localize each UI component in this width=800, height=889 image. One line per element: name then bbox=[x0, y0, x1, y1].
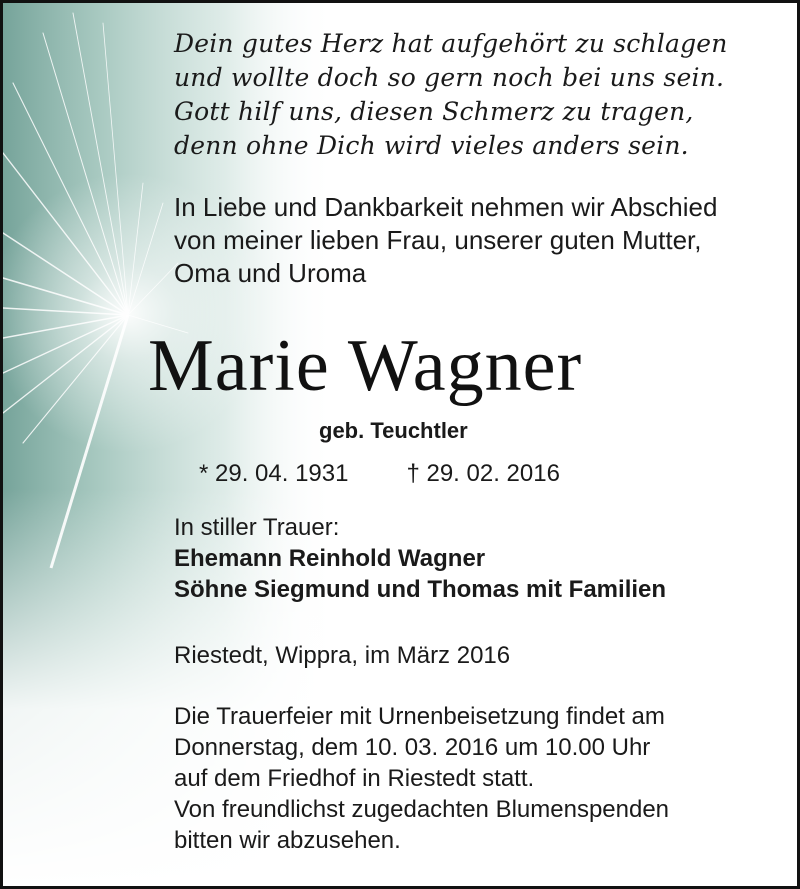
intro-line: von meiner lieben Frau, unserer guten Mutter, bbox=[174, 225, 702, 255]
funeral-line: Von freundlichst zugedachten Blumenspenden bbox=[174, 796, 670, 823]
intro-line: In Liebe und Dankbarkeit nehmen wir Abschied bbox=[174, 192, 718, 222]
birth-name: geb. Teuchtler bbox=[319, 418, 468, 443]
funeral-line: Donnerstag, dem 10. 03. 2016 um 10.00 Uhr bbox=[174, 734, 651, 761]
funeral-line: auf dem Friedhof in Riestedt statt. bbox=[174, 765, 535, 792]
place-date: Riestedt, Wippra, im März 2016 bbox=[174, 642, 511, 669]
mourner-line: Söhne Siegmund und Thomas mit Familien bbox=[174, 576, 667, 603]
mourners-heading: In stiller Trauer: bbox=[174, 514, 340, 541]
poem-line: und wollte doch so gern noch bei uns sein. bbox=[174, 63, 725, 92]
funeral-line: bitten wir abzusehen. bbox=[174, 827, 401, 854]
deceased-name: Marie Wagner bbox=[148, 325, 583, 407]
poem-line: denn ohne Dich wird vieles anders sein. bbox=[174, 131, 689, 160]
intro-line: Oma und Uroma bbox=[174, 258, 367, 288]
poem-line: Gott hilf uns, diesen Schmerz zu tragen, bbox=[174, 97, 694, 126]
funeral-info bbox=[174, 701, 669, 856]
mourner-line: Ehemann Reinhold Wagner bbox=[174, 545, 486, 572]
farewell-intro bbox=[174, 191, 717, 290]
life-dates bbox=[199, 458, 560, 490]
funeral-line: Die Trauerfeier mit Urnenbeisetzung findet am bbox=[174, 703, 665, 730]
poem bbox=[174, 27, 728, 163]
mourners bbox=[174, 512, 666, 605]
poem-line: Dein gutes Herz hat aufgehört zu schlagen bbox=[174, 29, 728, 58]
death-date: † 29. 02. 2016 bbox=[406, 460, 560, 487]
birth-date: * 29. 04. 1931 bbox=[199, 460, 349, 487]
